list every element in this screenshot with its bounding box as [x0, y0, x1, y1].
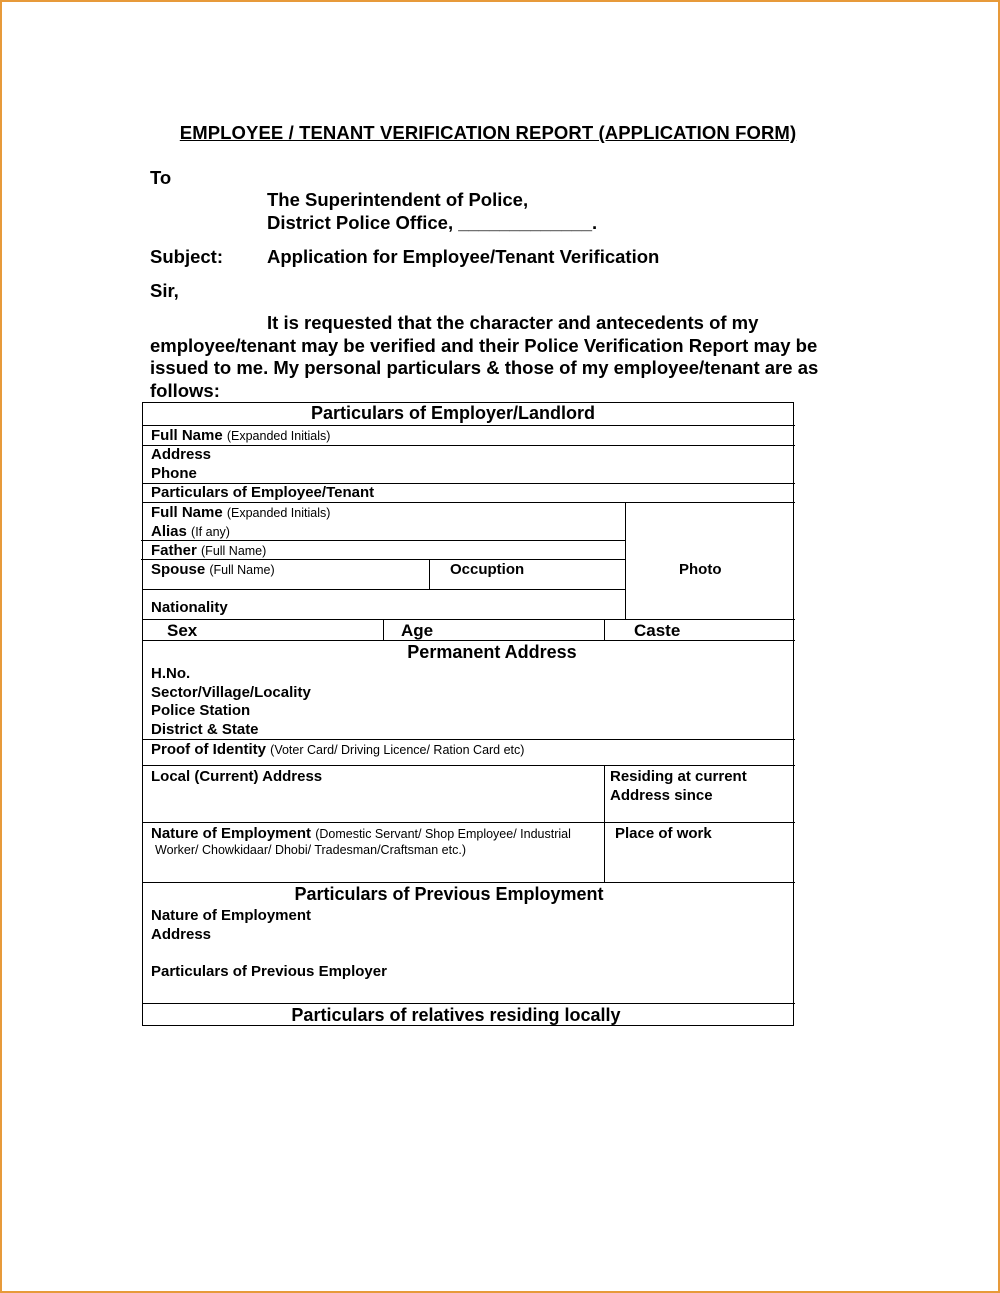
employer-phone-label: Phone: [151, 465, 197, 482]
proof-identity-note: (Voter Card/ Driving Licence/ Ration Card etc): [270, 743, 525, 757]
residing-since-line-2: Address since: [610, 787, 713, 804]
employee-full-name-note: (Expanded Initials): [226, 506, 331, 520]
form-title: EMPLOYEE / TENANT VERIFICATION REPORT (APPLICATION FORM): [179, 122, 797, 143]
employer-address-label: Address: [151, 446, 212, 463]
sex-label: Sex: [167, 621, 198, 640]
recipient-line-2: District Police Office, _____________.: [267, 212, 598, 233]
place-of-work-label: Place of work: [615, 825, 712, 842]
proof-identity-label: Proof of Identity (Voter Card/ Driving Licence/ Ration Card etc): [151, 741, 525, 758]
local-address-label: Local (Current) Address: [151, 768, 323, 785]
nature-employment-note-2: Worker/ Chowkidaar/ Dhobi/ Tradesman/Craftsman etc.): [155, 843, 466, 857]
prev-address-label: Address: [151, 926, 212, 943]
employer-full-name-label: Full Name (Expanded Initials): [151, 427, 331, 444]
father-label: Father (Full Name): [151, 542, 267, 559]
to-label: To: [150, 167, 172, 188]
permanent-address-header: Permanent Address: [407, 642, 577, 662]
nature-employment-label: Nature of Employment (Domestic Servant/ Shop Employee/ Industrial: [151, 825, 571, 842]
hno-label: H.No.: [151, 665, 191, 682]
request-paragraph: [150, 312, 840, 402]
father-note: (Full Name): [201, 544, 267, 558]
age-label: Age: [401, 621, 434, 640]
caste-label: Caste: [634, 621, 681, 640]
employer-full-name-note: (Expanded Initials): [226, 429, 331, 443]
request-text: It is requested that the character and antecedents of my employee/tenant may be verified and their Police Verification Report may be issued to me. My personal particulars & those of my employee/tenant are as follows:: [150, 312, 819, 401]
spouse-note: (Full Name): [209, 563, 275, 577]
nationality-label: Nationality: [151, 599, 228, 616]
particulars-table: [142, 402, 794, 1026]
district-state-label: District & State: [151, 721, 259, 738]
subject-text: Application for Employee/Tenant Verification: [267, 246, 660, 267]
recipient-line-1: The Superintendent of Police,: [267, 189, 529, 210]
prev-nature-employment-label: Nature of Employment: [151, 907, 312, 924]
employer-header: Particulars of Employer/Landlord: [310, 403, 596, 423]
occuption-label: Occuption: [450, 561, 525, 578]
police-station-label: Police Station: [151, 702, 251, 719]
alias-note: (If any): [191, 525, 230, 539]
alias-label: Alias (If any): [151, 523, 230, 540]
previous-employment-header: Particulars of Previous Employment: [294, 884, 604, 904]
residing-since-line-1: Residing at current: [610, 768, 747, 785]
nature-employment-note-1: (Domestic Servant/ Shop Employee/ Industrial: [315, 827, 571, 841]
spouse-label: Spouse (Full Name): [151, 561, 275, 578]
sector-label: Sector/Village/Locality: [151, 684, 311, 701]
employee-full-name-label: Full Name (Expanded Initials): [151, 504, 331, 521]
salutation: Sir,: [150, 280, 179, 301]
relatives-header: Particulars of relatives residing locally: [291, 1005, 621, 1025]
subject-label: Subject:: [150, 246, 223, 267]
prev-employer-label: Particulars of Previous Employer: [151, 963, 387, 980]
employee-header: Particulars of Employee/Tenant: [151, 484, 375, 501]
photo-box-label: Photo: [679, 561, 722, 578]
